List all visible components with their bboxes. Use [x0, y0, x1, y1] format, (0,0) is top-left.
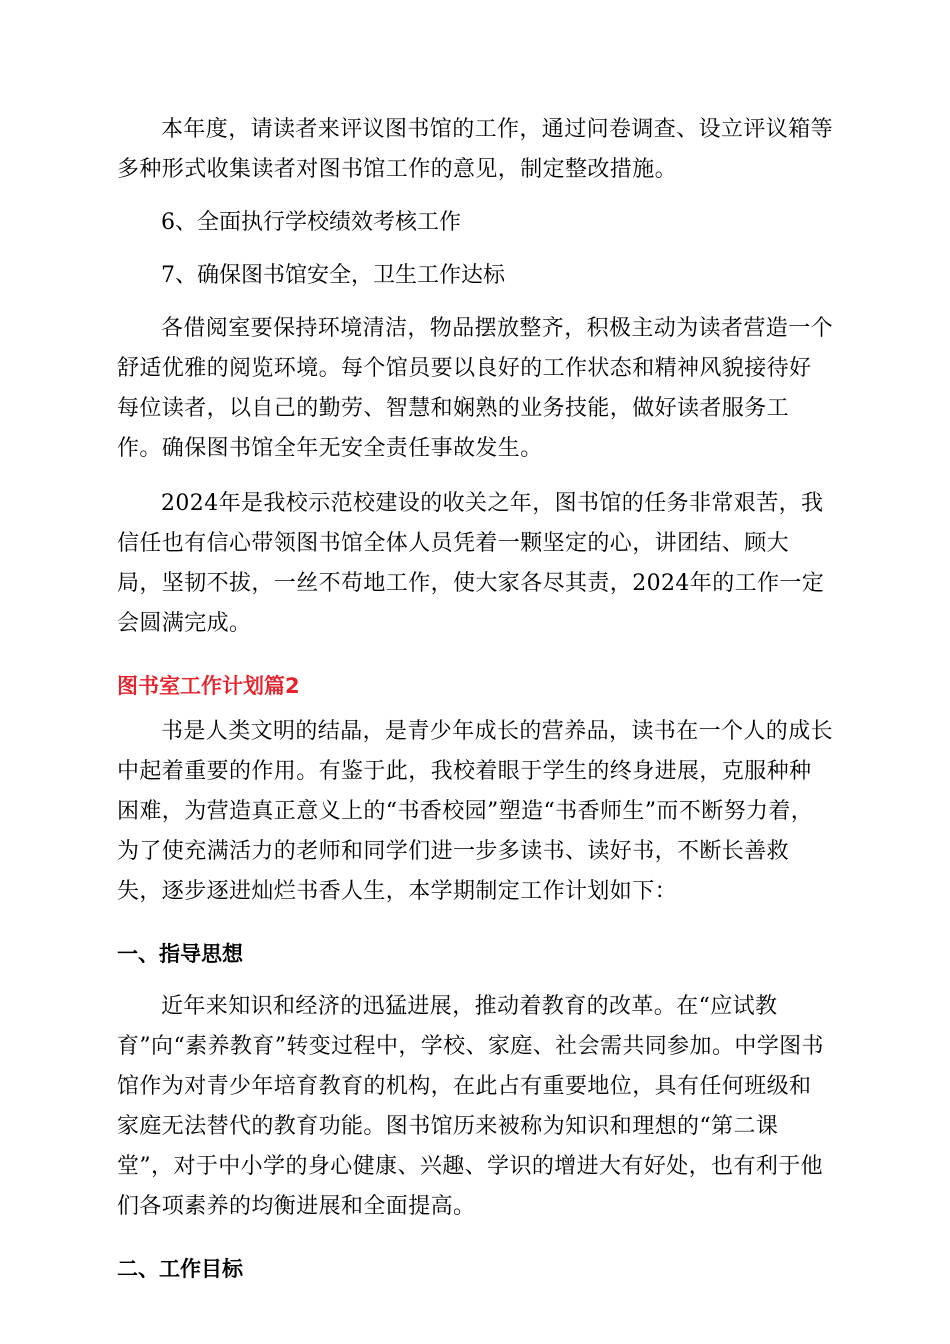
paragraph-year-outlook: 2024年是我校示范校建设的收关之年，图书馆的任务非常艰苦，我信任也有信心带领图书馆全体人员凭着一颗坚定的心，讲团结、顾大局，坚韧不拔，一丝不苟地工作，使大家各尽其责，2024年的工作一定会圆满完成。 [117, 491, 825, 636]
section-heading-guiding-ideology: 一、指导思想 [117, 942, 243, 966]
paragraph-reader-evaluation: 本年度，请读者来评议图书馆的工作，通过问卷调查、设立评议箱等多种形式收集读者对图书馆工作的意见，制定整改措施。 [117, 117, 834, 182]
paragraph-guiding-ideology: 近年来知识和经济的迅猛进展，推动着教育的改革。在“应试教育”向“素养教育”转变过程中，学校、家庭、社会需共同参加。中学图书馆作为对青少年培育教育的机构，在此占有重要地位，具有任何班级和家庭无法替代的教育功能。图书馆历来被称为知识和理想的“第二课堂”，对于中小学的身心健康、兴趣、学识的增进大有好处，也有利于他们各项素养的均衡进展和全面提高。 [117, 994, 824, 1219]
list-item-performance-assessment: 6、全面执行学校绩效考核工作 [161, 210, 461, 235]
section-heading-work-goals: 二、工作目标 [117, 1257, 243, 1281]
paragraph-reading-importance: 书是人类文明的结晶，是青少年成长的营养品，读书在一个人的成长中起着重要的作用。有鉴于此，我校着眼于学生的终身进展，克服种种困难，为营造真正意义上的“书香校园”塑造“书香师生”而不断努力着，为了使充满活力的老师和同学们进一步多读书、读好书，不断长善救失，逐步逐进灿烂书香人生，本学期制定工作计划如下： [117, 719, 834, 904]
list-item-library-safety: 7、确保图书馆安全，卫生工作达标 [161, 263, 505, 288]
paragraph-environment: 各借阅室要保持环境清洁，物品摆放整齐，积极主动为读者营造一个舒适优雅的阅览环境。每个馆员要以良好的工作状态和精神风貌接待好每位读者，以自己的勤劳、智慧和娴熟的业务技能，做好读者服务工作。确保图书馆全年无安全责任事故发生。 [117, 316, 834, 461]
plan-title-part-2: 图书室工作计划篇2 [117, 674, 300, 698]
document-body [117, 110, 833, 1289]
